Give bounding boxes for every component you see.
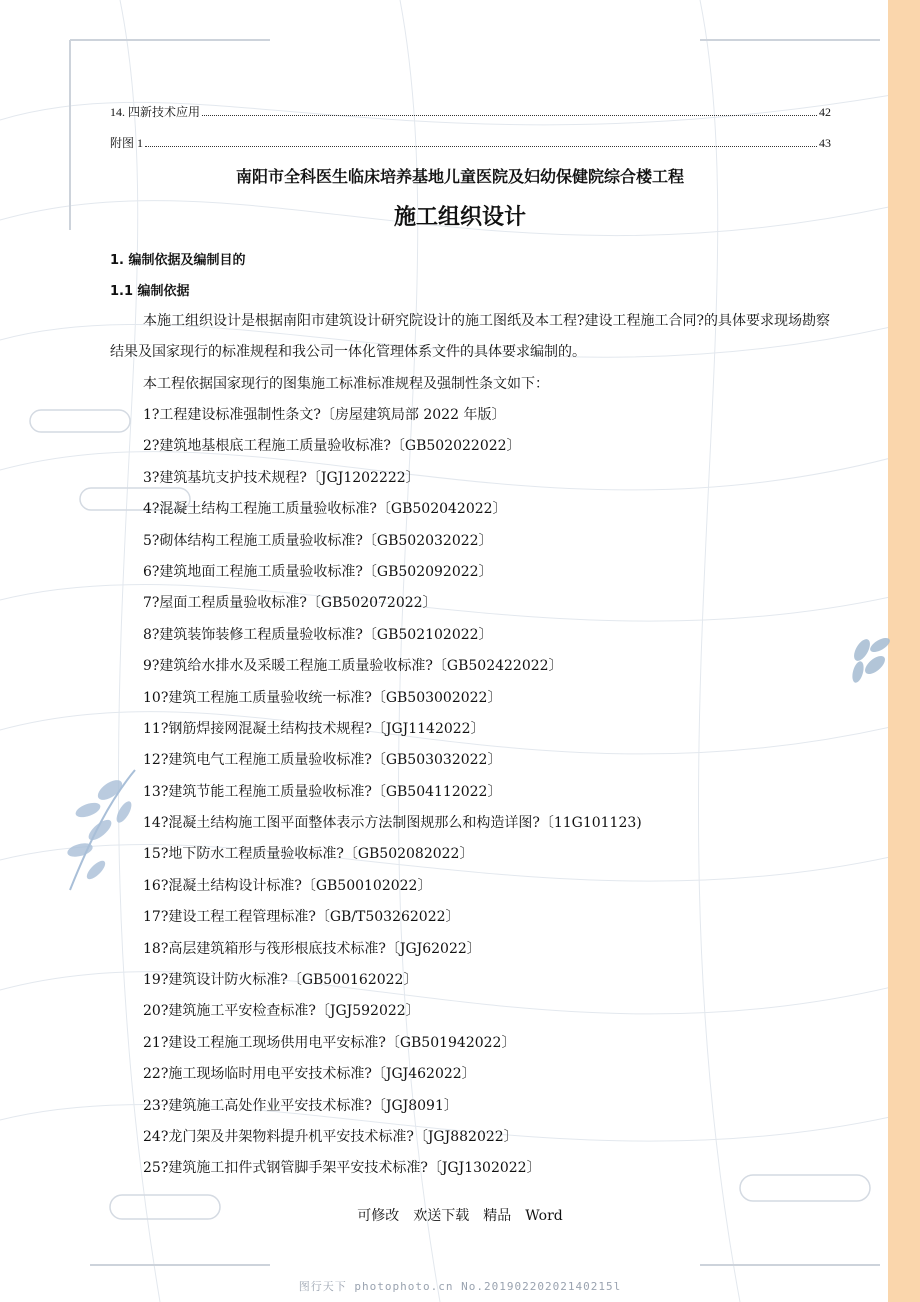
standard-item: 5?砌体结构工程施工质量验收标准?〔GB502032022〕 [143, 532, 493, 549]
toc-page: 43 [819, 136, 831, 150]
standard-item: 23?建筑施工高处作业平安技术标准?〔JGJ8091〕 [143, 1097, 458, 1114]
toc-leader [145, 146, 817, 147]
standard-item: 25?建筑施工扣件式钢管脚手架平安技术标准?〔JGJ1302022〕 [143, 1160, 541, 1177]
page-footer: 可修改 欢送下载 精品 Word [357, 1208, 563, 1224]
standard-item: 24?龙门架及井架物料提升机平安技术标准?〔JGJ882022〕 [143, 1128, 518, 1145]
standard-item: 2?建筑地基根底工程施工质量验收标准?〔GB502022022〕 [143, 438, 521, 455]
standard-item: 19?建筑设计防火标准?〔GB500162022〕 [143, 972, 418, 989]
standards-intro: 本工程依据国家现行的图集施工标准标准规程及强制性条文如下： [143, 376, 549, 392]
standard-item: 13?建筑节能工程施工质量验收标准?〔GB504112022〕 [143, 783, 502, 800]
standard-item: 7?屋面工程质量验收标准?〔GB502072022〕 [143, 595, 437, 612]
standard-item: 16?混凝土结构设计标准?〔GB500102022〕 [143, 877, 432, 894]
toc-label: 附图 1 [110, 136, 144, 150]
standard-item: 22?施工现场临时用电平安技术标准?〔JGJ462022〕 [143, 1066, 476, 1083]
standard-item: 3?建筑基坑支护技术规程?〔JGJ1202222〕 [143, 469, 420, 486]
document-title: 施工组织设计 [393, 205, 526, 230]
subsection-heading: 1.1 编制依据 [110, 284, 190, 299]
toc-entry[interactable] [110, 104, 831, 120]
standard-item: 21?建设工程施工现场供用电平安标准?〔GB501942022〕 [143, 1034, 516, 1051]
project-title: 南阳市全科医生临床培养基地儿童医院及妇幼保健院综合楼工程 [235, 167, 684, 186]
standard-item: 1?工程建设标准强制性条文?〔房屋建筑局部 2022 年版〕 [143, 407, 506, 423]
toc-leader [202, 115, 817, 116]
standard-item: 4?混凝土结构工程施工质量验收标准?〔GB502042022〕 [143, 501, 507, 518]
standard-item: 9?建筑给水排水及采暖工程施工质量验收标准?〔GB502422022〕 [143, 658, 563, 675]
intro-paragraph: 本施工组织设计是根据南阳市建筑设计研究院设计的施工图纸及本工程?建设工程施工合同?的具体要求现场勘察结果及国家现行的标准规程和我公司一体化管理体系文件的具体要求编制的。 [110, 313, 831, 360]
standard-item: 17?建设工程工程管理标准?〔GB/T503262022〕 [143, 909, 460, 926]
standard-item: 8?建筑装饰装修工程质量验收标准?〔GB502102022〕 [143, 626, 493, 643]
standard-item: 6?建筑地面工程施工质量验收标准?〔GB502092022〕 [143, 563, 493, 580]
standard-item: 14?混凝土结构施工图平面整体表示方法制图规那么和构造详图?〔11G101123) [143, 815, 642, 832]
standard-item: 10?建筑工程施工质量验收统一标准?〔GB503002022〕 [143, 689, 502, 706]
toc-label: 14. 四新技术应用 [110, 105, 201, 119]
standard-item: 18?高层建筑箱形与筏形根底技术标准?〔JGJ62022〕 [143, 940, 481, 957]
toc-entry[interactable] [110, 135, 831, 151]
watermark-text: 图行天下 photophoto.cn No.20190220202140215l [298, 1280, 622, 1293]
standard-item: 15?地下防水工程质量验收标准?〔GB502082022〕 [143, 846, 474, 863]
section-heading: 1. 编制依据及编制目的 [110, 253, 246, 268]
standard-item: 11?钢筋焊接网混凝土结构技术规程?〔JGJ1142022〕 [143, 720, 485, 737]
standard-item: 12?建筑电气工程施工质量验收标准?〔GB503032022〕 [143, 752, 502, 769]
toc-page: 42 [819, 105, 831, 119]
standards-list [143, 400, 642, 1185]
standard-item: 20?建筑施工平安检查标准?〔JGJ592022〕 [143, 1003, 420, 1020]
